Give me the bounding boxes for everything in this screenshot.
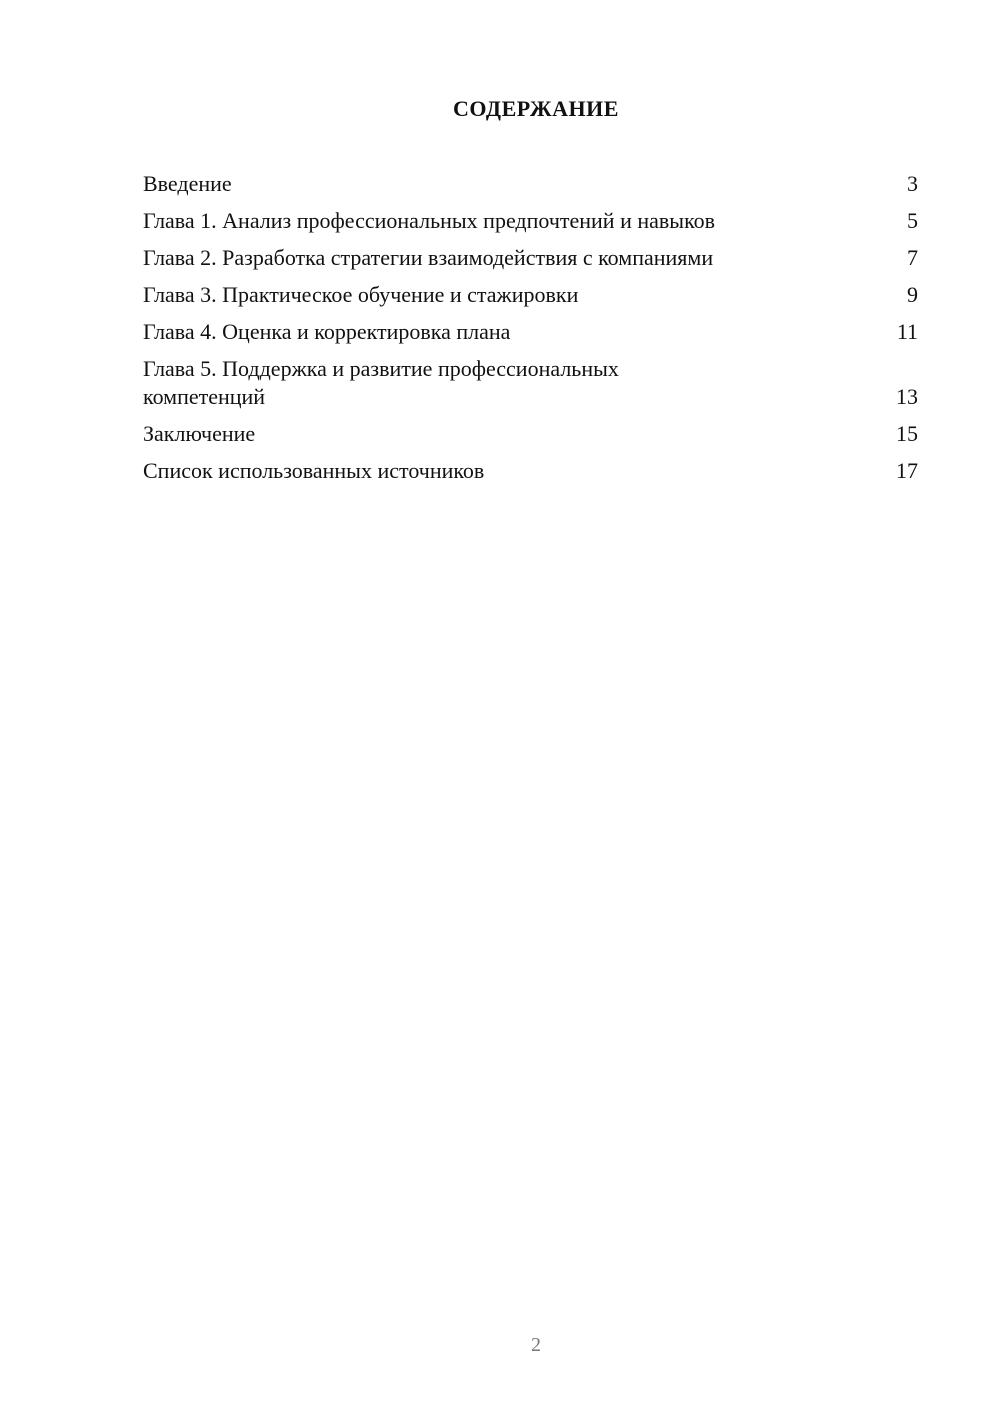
toc-entry-chapter-5[interactable]	[143, 355, 918, 411]
toc-entry-label: Глава 1. Анализ профессиональных предпочтений и навыков	[143, 208, 716, 233]
toc-entry-conclusion[interactable]	[143, 420, 918, 448]
toc-entry-page: 7	[907, 245, 918, 270]
toc-entry-page: 9	[907, 282, 918, 307]
toc-entry-page: 3	[907, 171, 918, 196]
toc-entry-chapter-2[interactable]	[143, 244, 918, 272]
toc-entry-label: Список использованных источников	[143, 458, 485, 483]
toc-entry-label: Глава 5. Поддержка и развитие профессиональных компетенций	[143, 356, 619, 409]
table-of-contents	[143, 170, 918, 494]
toc-entry-chapter-3[interactable]	[143, 281, 918, 309]
toc-entry-label: Глава 2. Разработка стратегии взаимодействия с компаниями	[143, 245, 714, 270]
toc-title: СОДЕРЖАНИЕ	[453, 96, 619, 121]
toc-entry-chapter-1[interactable]	[143, 207, 918, 235]
toc-entry-label: Введение	[143, 171, 232, 196]
toc-entry-page: 5	[907, 208, 918, 233]
toc-entry-chapter-4[interactable]	[143, 318, 918, 346]
toc-entry-page: 13	[896, 384, 918, 409]
page-number: 2	[531, 1334, 541, 1356]
toc-entry-page: 11	[896, 319, 918, 344]
toc-entry-introduction[interactable]	[143, 170, 918, 198]
toc-entry-label: Заключение	[143, 421, 256, 446]
toc-entry-label: Глава 3. Практическое обучение и стажировки	[143, 282, 579, 307]
toc-entry-page: 17	[896, 458, 918, 483]
toc-entry-references[interactable]	[143, 457, 918, 485]
toc-entry-page: 15	[896, 421, 918, 446]
toc-entry-label: Глава 4. Оценка и корректировка плана	[143, 319, 511, 344]
